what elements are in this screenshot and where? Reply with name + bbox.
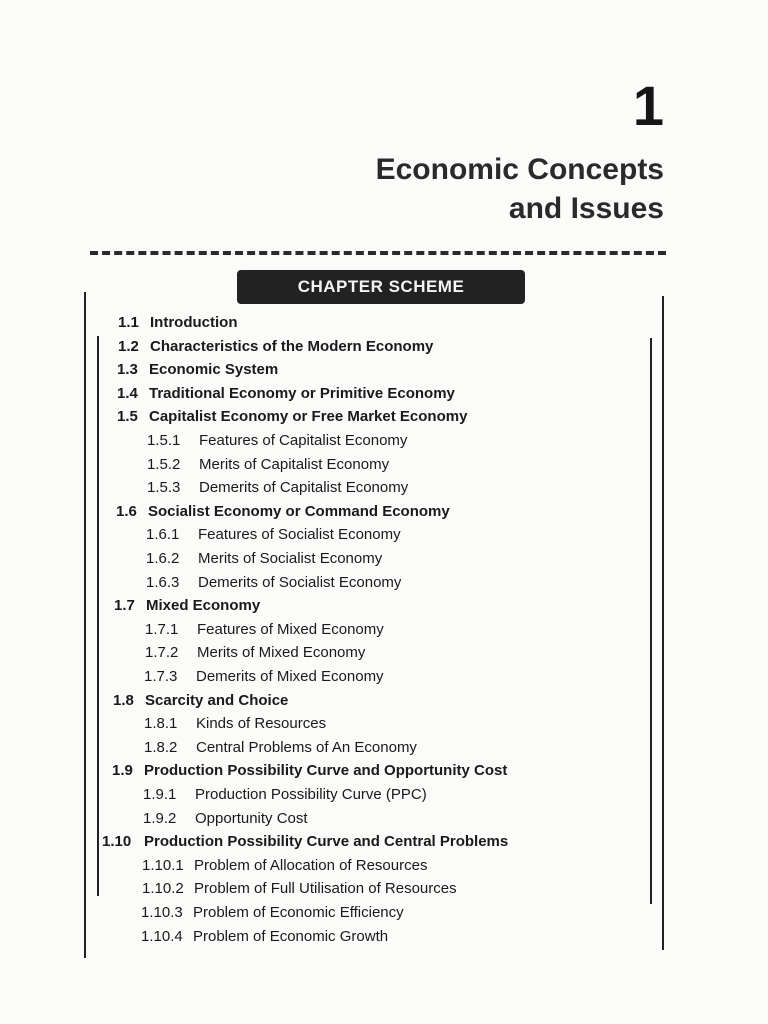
chapter-title-line-2: and Issues <box>508 192 664 225</box>
frame-bar-left-outer <box>84 292 86 958</box>
toc-subsection <box>147 456 389 473</box>
toc-number: 1.7.2 <box>145 644 179 661</box>
toc-section <box>117 408 467 425</box>
toc-number: 1.4 <box>117 385 138 402</box>
toc-text: Introduction <box>150 314 238 331</box>
frame-bar-right-inner <box>650 338 652 904</box>
toc-number: 1.6.3 <box>146 574 180 591</box>
toc-section <box>118 314 237 331</box>
toc-text: Features of Mixed Economy <box>197 621 384 638</box>
toc-text: Problem of Full Utilisation of Resources <box>194 880 457 897</box>
toc-subsection <box>143 810 308 827</box>
dashed-divider <box>90 251 666 255</box>
toc-text: Central Problems of An Economy <box>196 739 417 756</box>
toc-subsection <box>146 574 401 591</box>
toc-subsection <box>147 479 408 496</box>
toc-text: Demerits of Mixed Economy <box>196 668 384 685</box>
frame-bar-left-inner <box>97 336 99 896</box>
toc-section <box>117 385 455 402</box>
toc-text: Features of Capitalist Economy <box>199 432 408 449</box>
toc-number: 1.10 <box>102 833 132 850</box>
toc-text: Merits of Socialist Economy <box>198 550 383 567</box>
chapter-scheme-badge: CHAPTER SCHEME <box>237 270 525 304</box>
toc-subsection <box>144 715 326 732</box>
toc-section <box>116 503 450 520</box>
chapter-title-line-1: Economic Concepts <box>375 153 664 186</box>
toc-text: Problem of Economic Efficiency <box>193 904 404 921</box>
toc-number: 1.7.1 <box>145 621 179 638</box>
toc-subsection <box>142 857 427 874</box>
toc-subsection <box>146 550 382 567</box>
toc-text: Problem of Economic Growth <box>193 928 389 945</box>
toc-number: 1.6.1 <box>146 526 180 543</box>
toc-subsection <box>141 904 404 921</box>
toc-text: Production Possibility Curve and Opportunity Cost <box>144 762 508 779</box>
toc-subsection <box>147 432 407 449</box>
toc-number: 1.5.1 <box>147 432 181 449</box>
toc-number: 1.9.1 <box>143 786 177 803</box>
toc-number: 1.6.2 <box>146 550 180 567</box>
toc-number: 1.8 <box>113 692 134 709</box>
toc-number: 1.7 <box>114 597 135 614</box>
toc-number: 1.5.2 <box>147 456 181 473</box>
toc-text: Kinds of Resources <box>196 715 327 732</box>
toc-section <box>114 597 260 614</box>
toc-number: 1.7.3 <box>144 668 178 685</box>
toc-subsection <box>145 644 365 661</box>
toc-number: 1.8.2 <box>144 739 178 756</box>
toc-number: 1.2 <box>118 338 139 355</box>
toc-text: Demerits of Capitalist Economy <box>199 479 409 496</box>
toc-number: 1.8.1 <box>144 715 178 732</box>
toc-text: Opportunity Cost <box>195 810 308 827</box>
toc-text: Production Possibility Curve (PPC) <box>195 786 427 803</box>
toc-text: Socialist Economy or Command Economy <box>148 503 450 520</box>
toc-subsection <box>144 739 417 756</box>
toc-subsection <box>146 526 401 543</box>
toc-text: Capitalist Economy or Free Market Economy <box>149 408 468 425</box>
toc-number: 1.9 <box>112 762 133 779</box>
toc-subsection <box>142 880 457 897</box>
toc-section <box>112 762 507 779</box>
toc-number: 1.10.1 <box>142 857 184 874</box>
toc-text: Problem of Allocation of Resources <box>194 857 428 874</box>
toc-text: Scarcity and Choice <box>145 692 289 709</box>
toc-number: 1.1 <box>118 314 139 331</box>
toc-number: 1.10.3 <box>141 904 183 921</box>
toc-number: 1.6 <box>116 503 137 520</box>
toc-text: Merits of Capitalist Economy <box>199 456 390 473</box>
toc-number: 1.9.2 <box>143 810 177 827</box>
toc-text: Characteristics of the Modern Economy <box>150 338 434 355</box>
toc-text: Economic System <box>149 361 279 378</box>
toc-section <box>113 692 288 709</box>
toc-number: 1.10.2 <box>142 880 184 897</box>
toc-section <box>102 833 508 850</box>
toc-section <box>117 361 278 378</box>
toc-subsection <box>144 668 384 685</box>
toc-number: 1.5.3 <box>147 479 181 496</box>
toc-number: 1.10.4 <box>141 928 183 945</box>
toc-number: 1.3 <box>117 361 138 378</box>
toc-text: Features of Socialist Economy <box>198 526 401 543</box>
toc-text: Mixed Economy <box>146 597 261 614</box>
toc-subsection <box>143 786 427 803</box>
toc-text: Production Possibility Curve and Central Problems <box>144 833 509 850</box>
toc-subsection <box>141 928 388 945</box>
toc-text: Traditional Economy or Primitive Economy <box>149 385 455 402</box>
toc-number: 1.5 <box>117 408 138 425</box>
toc-subsection <box>145 621 384 638</box>
toc-section <box>118 338 433 355</box>
frame-bar-right-outer <box>662 296 664 950</box>
toc-text: Merits of Mixed Economy <box>197 644 366 661</box>
chapter-number: 1 <box>632 74 664 137</box>
toc-text: Demerits of Socialist Economy <box>198 574 402 591</box>
chapter-title <box>376 150 664 228</box>
